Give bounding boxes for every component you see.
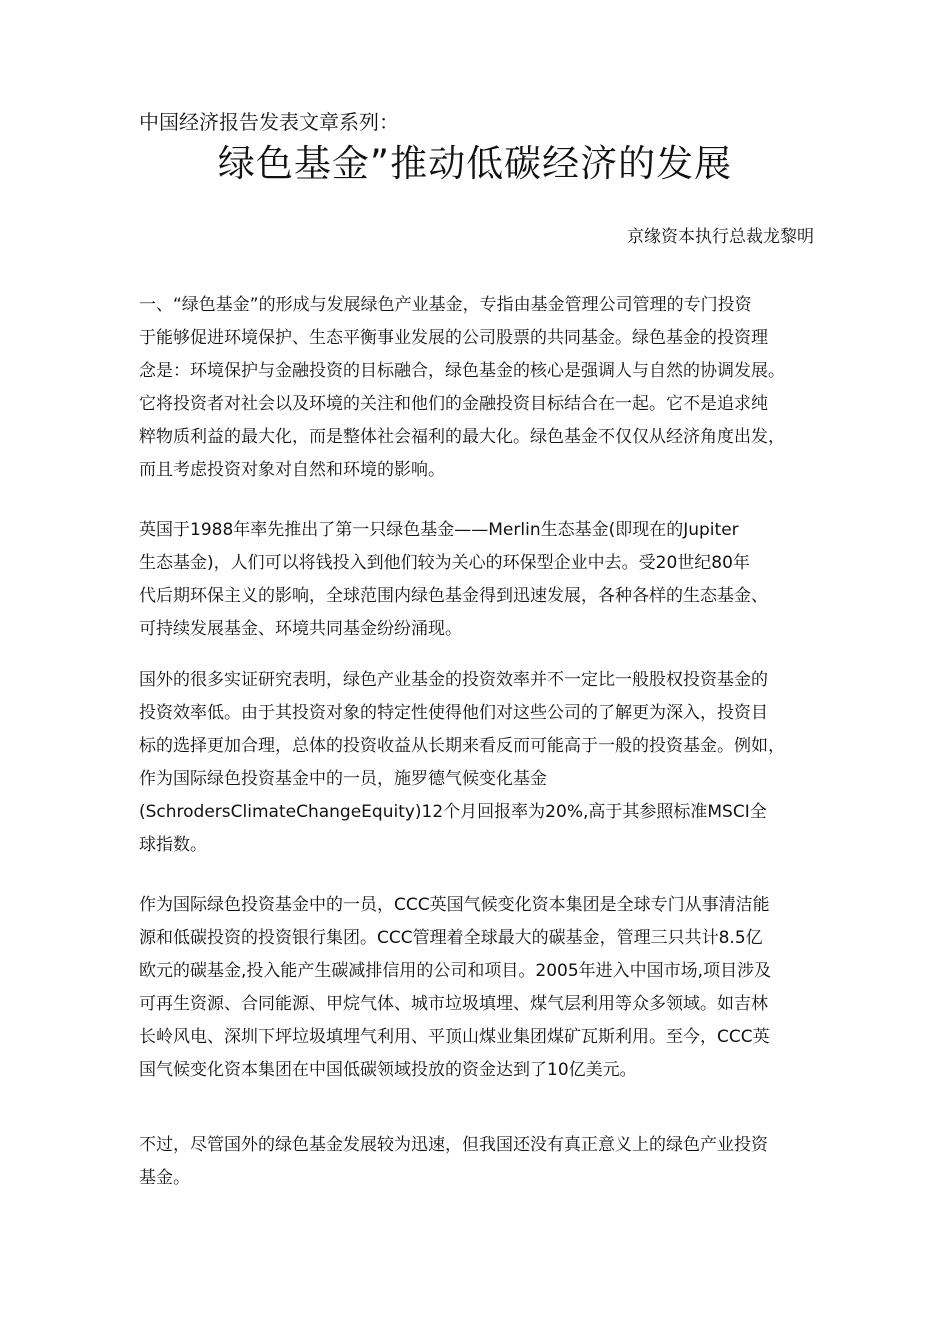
paragraph-line: 基金。 xyxy=(139,1168,190,1188)
paragraph-line: 于能够促进环境保护、生态平衡事业发展的公司股票的共同基金。绿色基金的投资理 xyxy=(139,328,768,348)
paragraph-line: 一、“绿色基金”的形成与发展绿色产业基金，专指由基金管理公司管理的专门投资 xyxy=(139,295,752,315)
paragraph-line: 长岭风电、深圳下坪垃圾填埋气利用、平顶山煤业集团煤矿瓦斯利用。至今，CCC英 xyxy=(139,1027,770,1047)
series-heading: 中国经济报告发表文章系列： xyxy=(139,110,399,134)
paragraph-line: 可持续发展基金、环境共同基金纷纷涌现。 xyxy=(139,619,462,639)
paragraph-line: 国气候变化资本集团在中国低碳领域投放的资金达到了10亿美元。 xyxy=(139,1060,637,1080)
paragraph-uk-history xyxy=(139,514,829,646)
paragraph-line: 国外的很多实证研究表明，绿色产业基金的投资效率并不一定比一般股权投资基金的 xyxy=(139,670,768,690)
paragraph-line: 投资效率低。由于其投资对象的特定性使得他们对这些公司的了解更为深入，投资目 xyxy=(139,703,768,723)
paragraph-domestic-status xyxy=(139,1129,829,1195)
paragraph-line: 球指数。 xyxy=(139,835,207,855)
paragraph-ccc-group xyxy=(139,889,829,1087)
paragraph-line: 生态基金)，人们可以将钱投入到他们较为关心的环保型企业中去。受20世纪80年 xyxy=(139,553,750,573)
paragraph-line: 念是：环境保护与金融投资的目标融合，绿色基金的核心是强调人与自然的协调发展。 xyxy=(139,361,785,381)
paragraph-line: (SchrodersClimateChangeEquity)12个月回报率为20%,高于其参照标准MSCI全 xyxy=(139,802,767,822)
paragraph-line: 英国于1988年率先推出了第一只绿色基金——Merlin生态基金(即现在的Jupiter xyxy=(139,520,739,540)
paragraph-investment-efficiency xyxy=(139,664,829,862)
paragraph-line: 可再生资源、合同能源、甲烷气体、城市垃圾填埋、煤气层利用等众多领域。如吉林 xyxy=(139,994,768,1014)
paragraph-line: 作为国际绿色投资基金中的一员，CCC英国气候变化资本集团是全球专门从事清洁能 xyxy=(139,895,770,915)
paragraph-green-fund-definition xyxy=(139,289,829,487)
paragraph-line: 标的选择更加合理，总体的投资收益从长期来看反而可能高于一般的投资基金。例如， xyxy=(139,736,785,756)
paragraph-line: 源和低碳投资的投资银行集团。CCC管理着全球最大的碳基金，管理三只共计8.5亿 xyxy=(139,928,763,948)
paragraph-line: 而且考虑投资对象对自然和环境的影响。 xyxy=(139,460,445,480)
paragraph-line: 粹物质利益的最大化，而是整体社会福利的最大化。绿色基金不仅仅从经济角度出发， xyxy=(139,427,785,447)
paragraph-line: 作为国际绿色投资基金中的一员，施罗德气候变化基金 xyxy=(139,769,547,789)
paragraph-line: 它将投资者对社会以及环境的关注和他们的金融投资目标结合在一起。它不是追求纯 xyxy=(139,394,768,414)
paragraph-line: 不过，尽管国外的绿色基金发展较为迅速，但我国还没有真正意义上的绿色产业投资 xyxy=(139,1135,768,1155)
paragraph-line: 欧元的碳基金,投入能产生碳减排信用的公司和项目。2005年进入中国市场,项目涉及 xyxy=(139,961,772,981)
article-title: 绿色基金”推动低碳经济的发展 xyxy=(217,142,733,185)
paragraph-line: 代后期环保主义的影响，全球范围内绿色基金得到迅速发展，各种各样的生态基金、 xyxy=(139,586,768,606)
author-byline: 京缘资本执行总裁龙黎明 xyxy=(627,227,814,247)
